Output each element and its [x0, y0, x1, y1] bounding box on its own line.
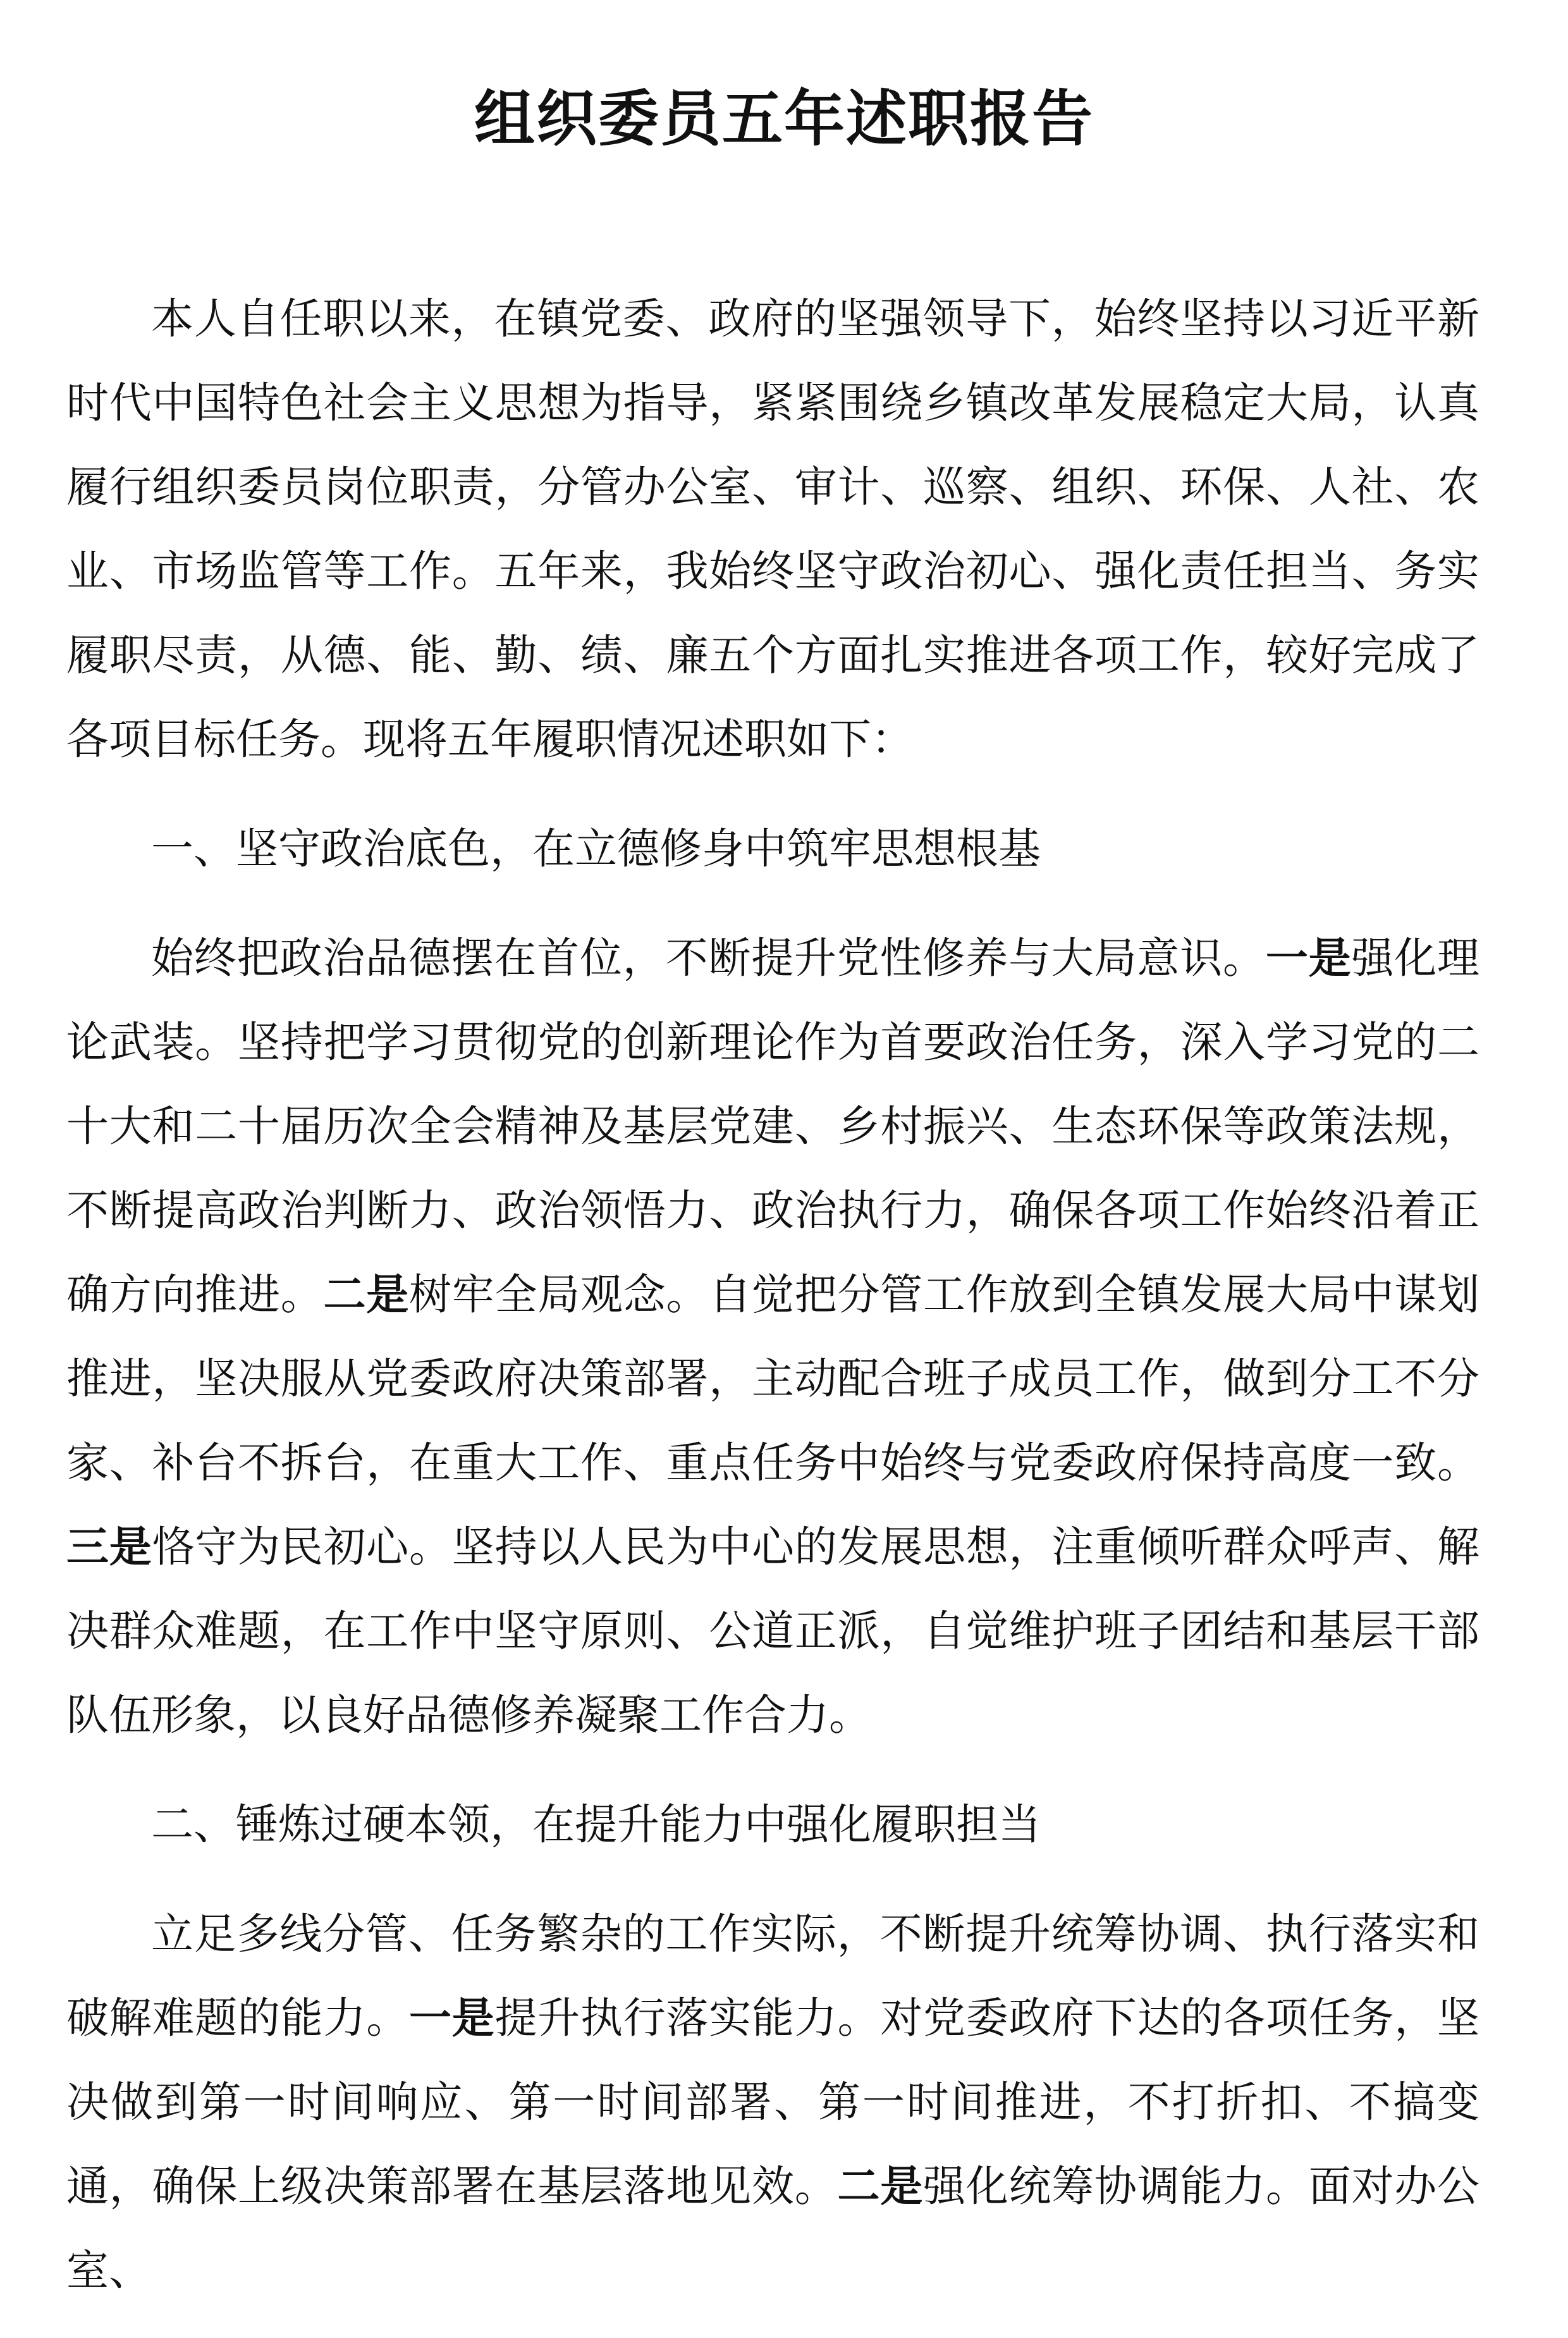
section-2-text-a: 立足多线分管、任务繁杂的工作实际，不断提升统筹协调、执行落实和破解难题的能力。 [66, 1909, 1479, 2043]
section-1-paragraph [66, 916, 1479, 1757]
section-2-text-c: 强化统筹协调能力。面对办公室、 [66, 2162, 1479, 2295]
section-1-heading: 一、坚守政治底色，在立德修身中筑牢思想根基 [151, 824, 1041, 873]
section-2-lead-2: 二是 [837, 2162, 923, 2211]
section-2-lead-1: 一是 [409, 1993, 495, 2043]
document-body [66, 277, 1479, 2338]
section-1-lead-2: 二是 [323, 1270, 409, 1319]
section-1-text-c: 树牢全局观念。自觉把分管工作放到全镇发展大局中谋划推进，坚决服从党委政府决策部署，主动配合班子成员工作，做到分工不分家、补台不拆台，在重大工作、重点任务中始终与党委政府保持高度一致。 [66, 1270, 1479, 1487]
section-2-text-b: 提升执行落实能力。对党委政府下达的各项任务，坚决做到第一时间响应、第一时间部署、第一时间推进，不打折扣、不搞变通，确保上级决策部署在基层落地见效。 [66, 1993, 1479, 2211]
section-1-text-b: 强化理论武装。坚持把学习贯彻党的创新理论作为首要政治任务，深入学习党的二十大和二十届历次全会精神及基层党建、乡村振兴、生态环保等政策法规，不断提高政治判断力、政治领悟力、政治执行力，确保各项工作始终沿着正确方向推进。 [66, 933, 1480, 1319]
section-1-text-d: 恪守为民初心。坚持以人民为中心的发展思想，注重倾听群众呼声、解决群众难题，在工作中坚守原则、公道正派，自觉维护班子团结和基层干部队伍形象，以良好品德修养凝聚工作合力。 [66, 1522, 1479, 1740]
section-1-lead-3: 三是 [66, 1522, 152, 1572]
section-2-heading: 二、锤炼过硬本领，在提升能力中强化履职担当 [151, 1800, 1041, 1849]
section-2-paragraph [66, 1892, 1479, 2313]
intro-paragraph: 本人自任职以来，在镇党委、政府的坚强领导下，始终坚持以习近平新时代中国特色社会主义思想为指导，紧紧围绕乡镇改革发展稳定大局，认真履行组织委员岗位职责，分管办公室、审计、巡察、组织、环保、人社、农业、市场监管等工作。五年来，我始终坚守政治初心、强化责任担当、务实履职尽责，从德、能、勤、绩、廉五个方面扎实推进各项工作，较好完成了各项目标任务。现将五年履职情况述职如下： [66, 294, 1479, 764]
document-title: 组织委员五年述职报告 [474, 83, 1094, 154]
section-1-text-a: 始终把政治品德摆在首位，不断提升党性修养与大局意识。 [151, 933, 1266, 983]
section-1-lead-1: 一是 [1265, 933, 1352, 983]
